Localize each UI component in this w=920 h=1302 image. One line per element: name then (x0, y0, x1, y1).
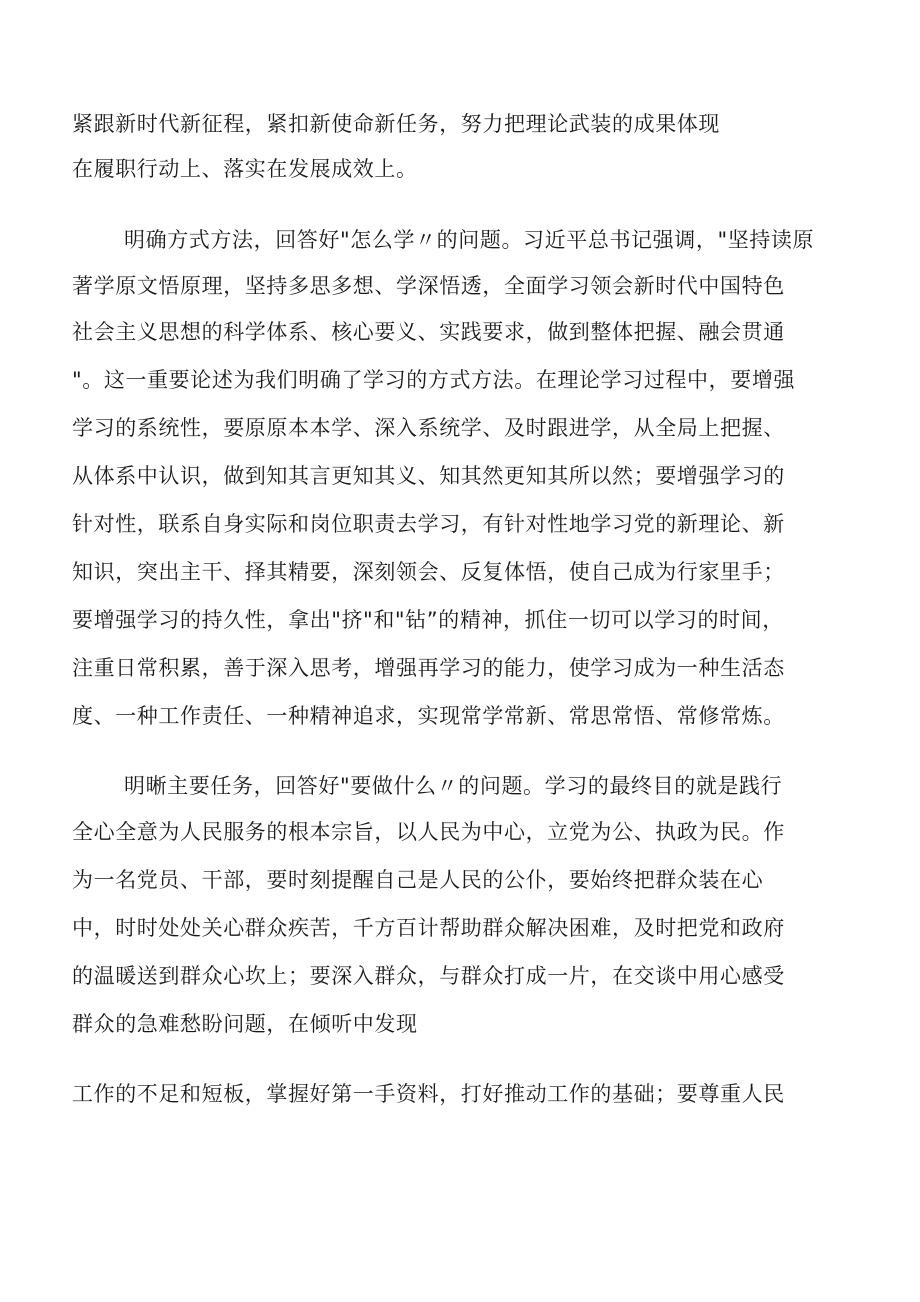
text-line: 著学原文悟原理，坚持多思多想、学深悟透，全面学习领会新时代中国特色 (72, 274, 785, 298)
text-line: 紧跟新时代新征程，紧扣新使命新任务，努力把理论武装的成果体现 (72, 112, 720, 136)
text-line: 在履职行动上、落实在发展成效上。 (72, 157, 418, 181)
text-line: "。这一重要论述为我们明确了学习的方式方法。在理论学习过程中，要增强 (72, 368, 796, 392)
text-line: 明确方式方法，回答好"怎么学〃的问题。习近平总书记强调，"坚持读原 (124, 228, 815, 252)
text-line: 针对性，联系自身实际和岗位职责去学习，有针对性地学习党的新理论、新 (72, 512, 785, 536)
text-line: 社会主义思想的科学体系、核心要义、实践要求，做到整体把握、融会贯通 (72, 320, 785, 344)
text-line: 为一名党员、干部，要时刻提醒自己是人民的公仆，要始终把群众装在心 (72, 868, 764, 892)
text-line: 的温暖送到群众心坎上；要深入群众，与群众打成一片，在交谈中用心感受 (72, 964, 785, 988)
text-line: 学习的系统性，要原原本本学、深入系统学、及时跟进学，从全局上把握、 (72, 416, 785, 440)
text-line: 工作的不足和短板，掌握好第一手资料，打好推动工作的基础；要尊重人民 (72, 1082, 785, 1106)
text-line: 全心全意为人民服务的根本宗旨，以人民为中心，立党为公、执政为民。作 (72, 820, 785, 844)
text-line: 群众的急难愁盼问题，在倾听中发现 (72, 1012, 418, 1036)
text-line: 从体系中认识，做到知其言更知其义、知其然更知其所以然；要增强学习的 (72, 464, 785, 488)
text-line: 度、一种工作责任、一种精神追求，实现常学常新、常思常悟、常修常炼。 (72, 704, 785, 728)
text-line: 注重日常积累，善于深入思考，增强再学习的能力，使学习成为一种生活态 (72, 656, 785, 680)
text-line: 明晰主要任务，回答好"要做什么〃的问题。学习的最终目的就是践行 (124, 774, 783, 798)
text-line: 中，时时处处关心群众疾苦，千方百计帮助群众解决困难，及时把党和政府 (72, 916, 785, 940)
text-line: 要增强学习的持久性，拿出"挤"和"钻”的精神，抓住一切可以学习的时间， (72, 608, 784, 632)
text-line: 知识，突出主干、择其精要，深刻领会、反复体悟，使自己成为行家里手； (72, 560, 785, 584)
